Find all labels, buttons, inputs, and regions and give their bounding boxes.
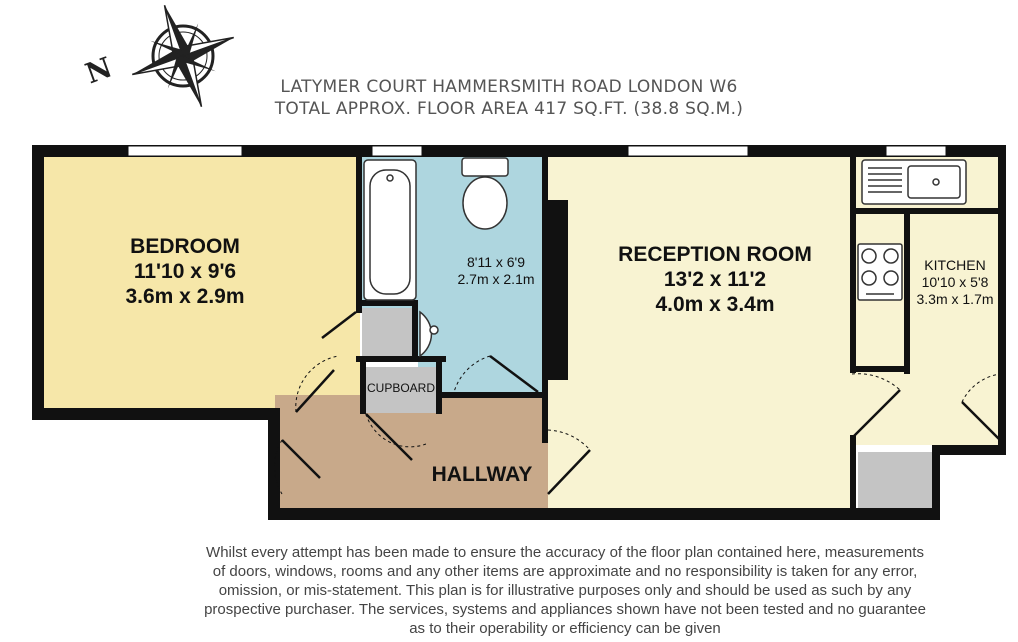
reception-area	[548, 153, 854, 511]
disclaimer-line: omission, or mis-statement. This plan is for illustrative purposes only and should be used as such by any	[218, 582, 912, 599]
bedroom-imperial: 11'10 x 9'6	[133, 260, 237, 283]
disclaimer-line: as to their operability or efficiency can be given	[409, 620, 721, 637]
bedroom-name: BEDROOM	[130, 235, 240, 258]
storage-kitchen	[858, 452, 932, 508]
kitchen-metric: 3.3m x 1.7m	[916, 291, 994, 307]
toilet-icon	[462, 158, 508, 229]
storage-bedroom	[362, 308, 414, 358]
hob-icon	[858, 244, 902, 300]
reception-name: RECEPTION ROOM	[618, 243, 812, 266]
disclaimer	[150, 543, 980, 638]
disclaimer-line: prospective purchaser. The services, systems and appliances shown have not been tested and no guarantee	[204, 601, 926, 618]
bathroom-metric: 2.7m x 2.1m	[457, 271, 535, 287]
reception-label	[600, 242, 830, 317]
kitchen-name: KITCHEN	[924, 257, 986, 273]
window	[128, 146, 242, 156]
window	[886, 146, 946, 156]
hallway-label: HALLWAY	[431, 463, 533, 486]
kitchen-sink-icon	[862, 160, 966, 204]
cupboard-label: CUPBOARD	[366, 381, 435, 395]
disclaimer-line: Whilst every attempt has been made to ensure the accuracy of the floor plan contained here, measurements	[206, 544, 924, 561]
property-address: LATYMER COURT HAMMERSMITH ROAD LONDON W6	[280, 77, 738, 97]
kitchen-label	[910, 257, 1000, 308]
bedroom-metric: 3.6m x 2.9m	[125, 285, 245, 308]
bathroom-imperial: 8'11 x 6'9	[466, 254, 526, 270]
window	[372, 146, 422, 156]
reception-metric: 4.0m x 3.4m	[655, 293, 775, 316]
total-floor-area: TOTAL APPROX. FLOOR AREA 417 SQ.FT. (38.8 SQ.M.)	[274, 99, 744, 119]
reception-imperial: 13'2 x 11'2	[663, 268, 767, 291]
compass-north-label: N	[81, 50, 117, 91]
bathroom-label	[448, 254, 544, 288]
disclaimer-line: of doors, windows, rooms and any other items are approximate and no responsibility is taken for any error,	[212, 563, 918, 580]
bedroom-label	[100, 234, 270, 309]
bathtub-icon	[364, 160, 416, 300]
kitchen-imperial: 10'10 x 5'8	[921, 274, 989, 290]
window	[628, 146, 748, 156]
